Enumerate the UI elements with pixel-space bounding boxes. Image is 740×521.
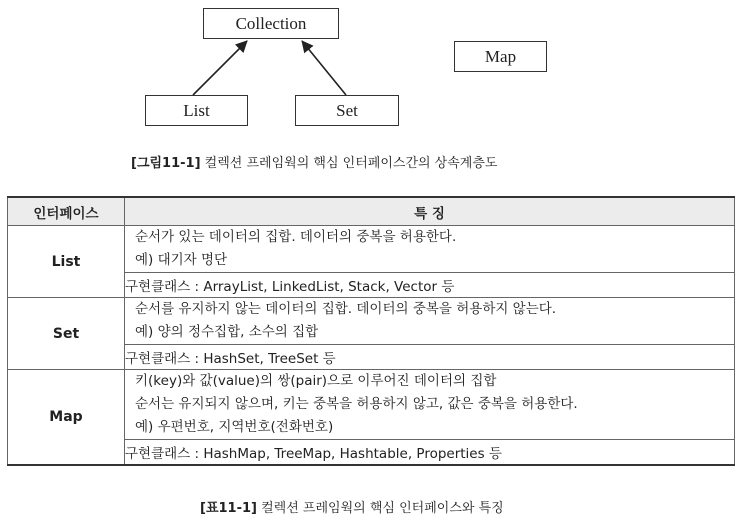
interface-name-set: Set — [8, 298, 125, 370]
interface-name-list: List — [8, 226, 125, 298]
feature-desc-map — [125, 370, 735, 440]
figure-caption-label: [그림11-1] — [131, 156, 201, 171]
desc-line: 예) 대기자 명단 — [135, 252, 228, 268]
desc-line: 키(key)와 값(value)의 쌍(pair)으로 이루어진 데이터의 집합 — [135, 373, 497, 389]
table-row — [8, 226, 735, 273]
feature-desc-set — [125, 298, 735, 345]
list-node: List — [145, 95, 248, 126]
desc-line: 예) 양의 정수집합, 소수의 집합 — [135, 324, 319, 340]
table-header-row — [8, 197, 735, 226]
feature-desc-list — [125, 226, 735, 273]
impl-classes-set: 구현클래스 : HashSet, TreeSet 등 — [125, 345, 735, 370]
impl-classes-map: 구현클래스 : HashMap, TreeMap, Hashtable, Properties 등 — [125, 440, 735, 466]
table-caption — [200, 497, 504, 516]
impl-classes-list: 구현클래스 : ArrayList, LinkedList, Stack, Vector 등 — [125, 273, 735, 298]
figure-caption-text: 컬렉션 프레임웍의 핵심 인터페이스간의 상속계층도 — [204, 156, 498, 171]
list-to-collection-arrow — [193, 41, 247, 95]
map-node: Map — [454, 41, 547, 72]
table-caption-label: [표11-1] — [200, 501, 257, 516]
interface-feature-table — [7, 196, 735, 466]
desc-line: 예) 우편번호, 지역번호(전화번호) — [135, 419, 334, 435]
set-node: Set — [295, 95, 399, 126]
desc-line: 순서는 유지되지 않으며, 키는 중복을 허용하지 않고, 값은 중복을 허용한다. — [135, 396, 578, 412]
table-caption-text: 컬렉션 프레임웍의 핵심 인터페이스와 특징 — [261, 501, 504, 516]
collection-node: Collection — [203, 8, 339, 39]
header-interface: 인터페이스 — [8, 197, 125, 226]
header-feature: 특 징 — [125, 197, 735, 226]
desc-line: 순서를 유지하지 않는 데이터의 집합. 데이터의 중복을 허용하지 않는다. — [135, 301, 557, 317]
set-to-collection-arrow — [302, 41, 346, 95]
interface-name-map: Map — [8, 370, 125, 466]
table-row — [8, 370, 735, 440]
desc-line: 순서가 있는 데이터의 집합. 데이터의 중복을 허용한다. — [135, 229, 457, 245]
figure-caption — [131, 152, 497, 171]
table-row — [8, 298, 735, 345]
